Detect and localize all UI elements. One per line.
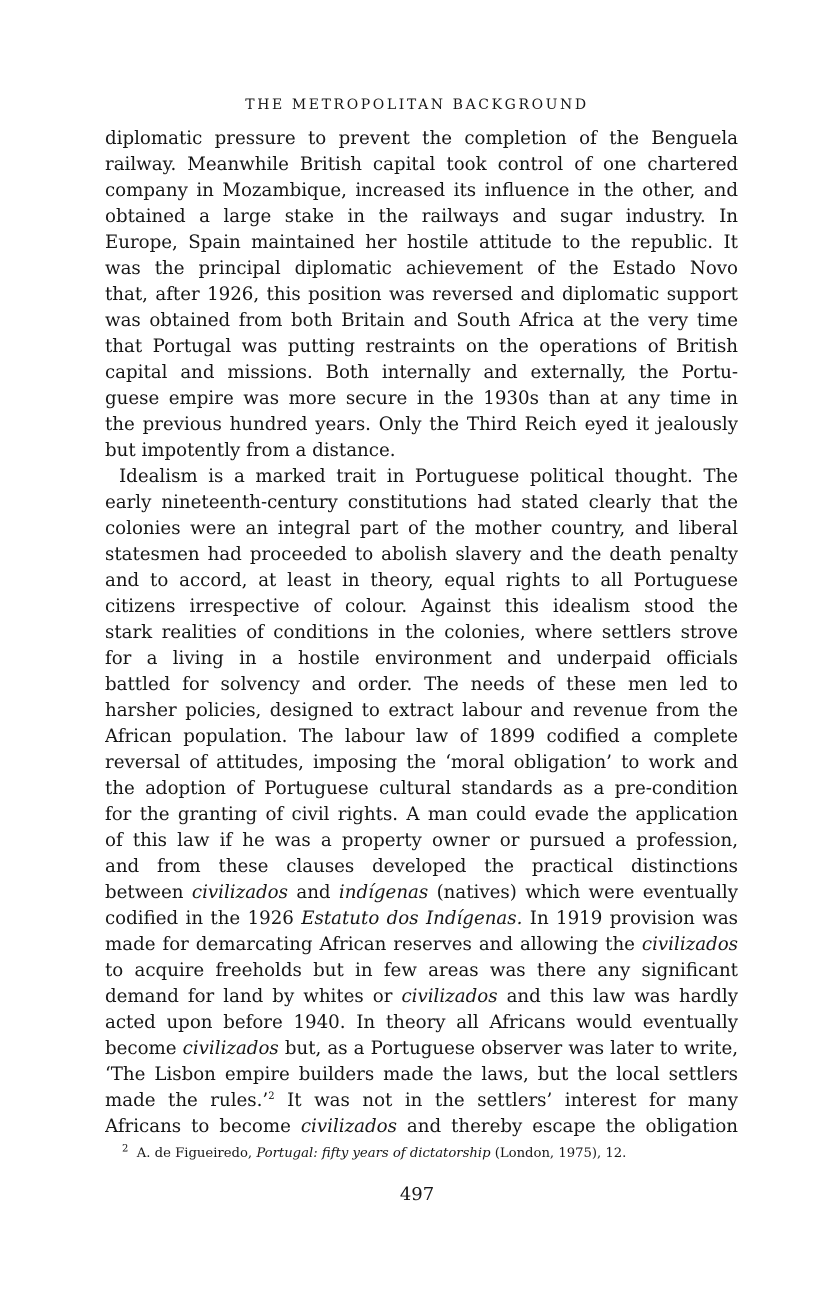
text-run: that, after 1926, this position was reversed and diplomatic support xyxy=(105,284,738,305)
text-line xyxy=(105,438,738,464)
text-run: statesmen had proceeded to abolish slavery and the death penalty xyxy=(105,544,738,565)
text-line xyxy=(105,698,738,724)
text-run: but, as a Portuguese observer was later to write, xyxy=(278,1038,738,1059)
text-line xyxy=(105,984,738,1010)
text-line xyxy=(105,1036,738,1062)
text-run: between xyxy=(105,882,192,903)
text-run: (London, 1975), 12. xyxy=(490,1146,627,1161)
text-line xyxy=(105,334,738,360)
footnote-reference: 2 xyxy=(268,1090,275,1102)
text-run: It was not in the settlers’ interest for many xyxy=(274,1090,738,1111)
text-run: diplomatic pressure to prevent the completion of the Benguela xyxy=(105,128,738,149)
text-line xyxy=(105,932,738,958)
text-run: African population. The labour law of 1899 codified a complete xyxy=(105,726,738,747)
text-line xyxy=(105,620,738,646)
text-line xyxy=(105,1088,738,1114)
text-run: capital and missions. Both internally and externally, the Portu- xyxy=(105,362,738,383)
text-run: early nineteenth-century constitutions had stated clearly that the xyxy=(105,492,738,513)
text-line xyxy=(105,1062,738,1088)
text-run: colonies were an integral part of the mother country, and liberal xyxy=(105,518,738,539)
text-line xyxy=(105,256,738,282)
text-run: In 1919 provision was xyxy=(522,908,738,929)
text-run: for a living in a hostile environment and underpaid officials xyxy=(105,648,738,669)
text-line xyxy=(105,152,738,178)
italic-text: civilizados xyxy=(191,882,288,903)
text-run: become xyxy=(105,1038,183,1059)
text-run: guese empire was more secure in the 1930s than at any time in xyxy=(105,388,738,409)
text-line xyxy=(105,828,738,854)
text-line xyxy=(105,568,738,594)
text-run: for the granting of civil rights. A man could evade the application xyxy=(105,804,738,825)
text-run: Africans to become xyxy=(105,1116,301,1137)
footnote xyxy=(122,1145,762,1163)
running-head: THE METROPOLITAN BACKGROUND xyxy=(245,97,589,113)
text-run: and this law was hardly xyxy=(497,986,738,1007)
text-line xyxy=(105,906,738,932)
italic-text: civilizados xyxy=(401,986,498,1007)
text-run: reversal of attitudes, imposing the ‘moral obligation’ to work and xyxy=(105,752,738,773)
text-run: citizens irrespective of colour. Against this idealism stood the xyxy=(105,596,738,617)
text-line xyxy=(105,1010,738,1036)
text-line xyxy=(105,464,738,490)
text-run: but impotently from a distance. xyxy=(105,440,396,461)
italic-text: civilizados xyxy=(300,1116,397,1137)
text-run: Europe, Spain maintained her hostile attitude to the republic. It xyxy=(105,232,738,253)
text-run: and thereby escape the obligation xyxy=(396,1116,738,1137)
text-run: was obtained from both Britain and South Africa at the very time xyxy=(105,310,738,331)
text-line xyxy=(105,1114,738,1140)
text-line xyxy=(105,178,738,204)
text-run: and xyxy=(287,882,339,903)
text-line xyxy=(105,646,738,672)
text-line xyxy=(105,750,738,776)
text-line xyxy=(105,958,738,984)
text-run: company in Mozambique, increased its influence in the other, and xyxy=(105,180,738,201)
text-line xyxy=(105,308,738,334)
text-run: of this law if he was a property owner or pursued a profession, xyxy=(105,830,738,851)
text-run: was the principal diplomatic achievement of the Estado Novo xyxy=(105,258,738,279)
text-run: A. de Figueiredo, xyxy=(136,1146,257,1161)
text-run: (natives) which were eventually xyxy=(428,882,738,903)
text-run: demand for land by whites or xyxy=(105,986,402,1007)
text-run: made for demarcating African reserves and allowing the xyxy=(105,934,642,955)
text-line xyxy=(105,204,738,230)
text-run: the previous hundred years. Only the Third Reich eyed it jealously xyxy=(105,414,738,435)
text-line xyxy=(105,542,738,568)
text-line xyxy=(105,490,738,516)
text-line xyxy=(105,412,738,438)
text-run: codified in the 1926 xyxy=(105,908,302,929)
text-line xyxy=(105,126,738,152)
text-line xyxy=(105,282,738,308)
italic-text: civilizados xyxy=(641,934,738,955)
text-line xyxy=(105,360,738,386)
text-run: obtained a large stake in the railways and sugar industry. In xyxy=(105,206,738,227)
text-run: harsher policies, designed to extract labour and revenue from the xyxy=(105,700,738,721)
text-run: and from these clauses developed the practical distinctions xyxy=(105,856,738,877)
text-line xyxy=(105,672,738,698)
italic-text: civilizados xyxy=(182,1038,279,1059)
italic-text: indígenas xyxy=(338,882,429,903)
footnote-number: 2 xyxy=(122,1143,129,1155)
text-line xyxy=(105,230,738,256)
text-line xyxy=(105,854,738,880)
page-number: 497 xyxy=(399,1184,435,1205)
italic-text: Portugal: fifty years of dictatorship xyxy=(256,1146,491,1161)
text-line xyxy=(105,386,738,412)
text-run: and to accord, at least in theory, equal rights to all Portuguese xyxy=(105,570,738,591)
text-run: Idealism is a marked trait in Portuguese political thought. The xyxy=(119,466,738,487)
body-text xyxy=(105,126,738,1140)
text-run: battled for solvency and order. The needs of these men led to xyxy=(105,674,738,695)
text-run: stark realities of conditions in the colonies, where settlers strove xyxy=(105,622,738,643)
text-run: made the rules.’ xyxy=(105,1090,269,1111)
text-run: that Portugal was putting restraints on the operations of British xyxy=(105,336,738,357)
text-run: acted upon before 1940. In theory all Africans would eventually xyxy=(105,1012,738,1033)
text-run: ‘The Lisbon empire builders made the laws, but the local settlers xyxy=(105,1064,738,1085)
text-run: railway. Meanwhile British capital took control of one chartered xyxy=(105,154,738,175)
text-line xyxy=(105,594,738,620)
text-line xyxy=(105,516,738,542)
text-line xyxy=(105,776,738,802)
text-line xyxy=(105,802,738,828)
text-line xyxy=(105,880,738,906)
text-line xyxy=(105,724,738,750)
text-run: to acquire freeholds but in few areas was there any significant xyxy=(105,960,738,981)
italic-text: Estatuto dos Indígenas. xyxy=(301,908,523,929)
text-run: the adoption of Portuguese cultural standards as a pre-condition xyxy=(105,778,738,799)
